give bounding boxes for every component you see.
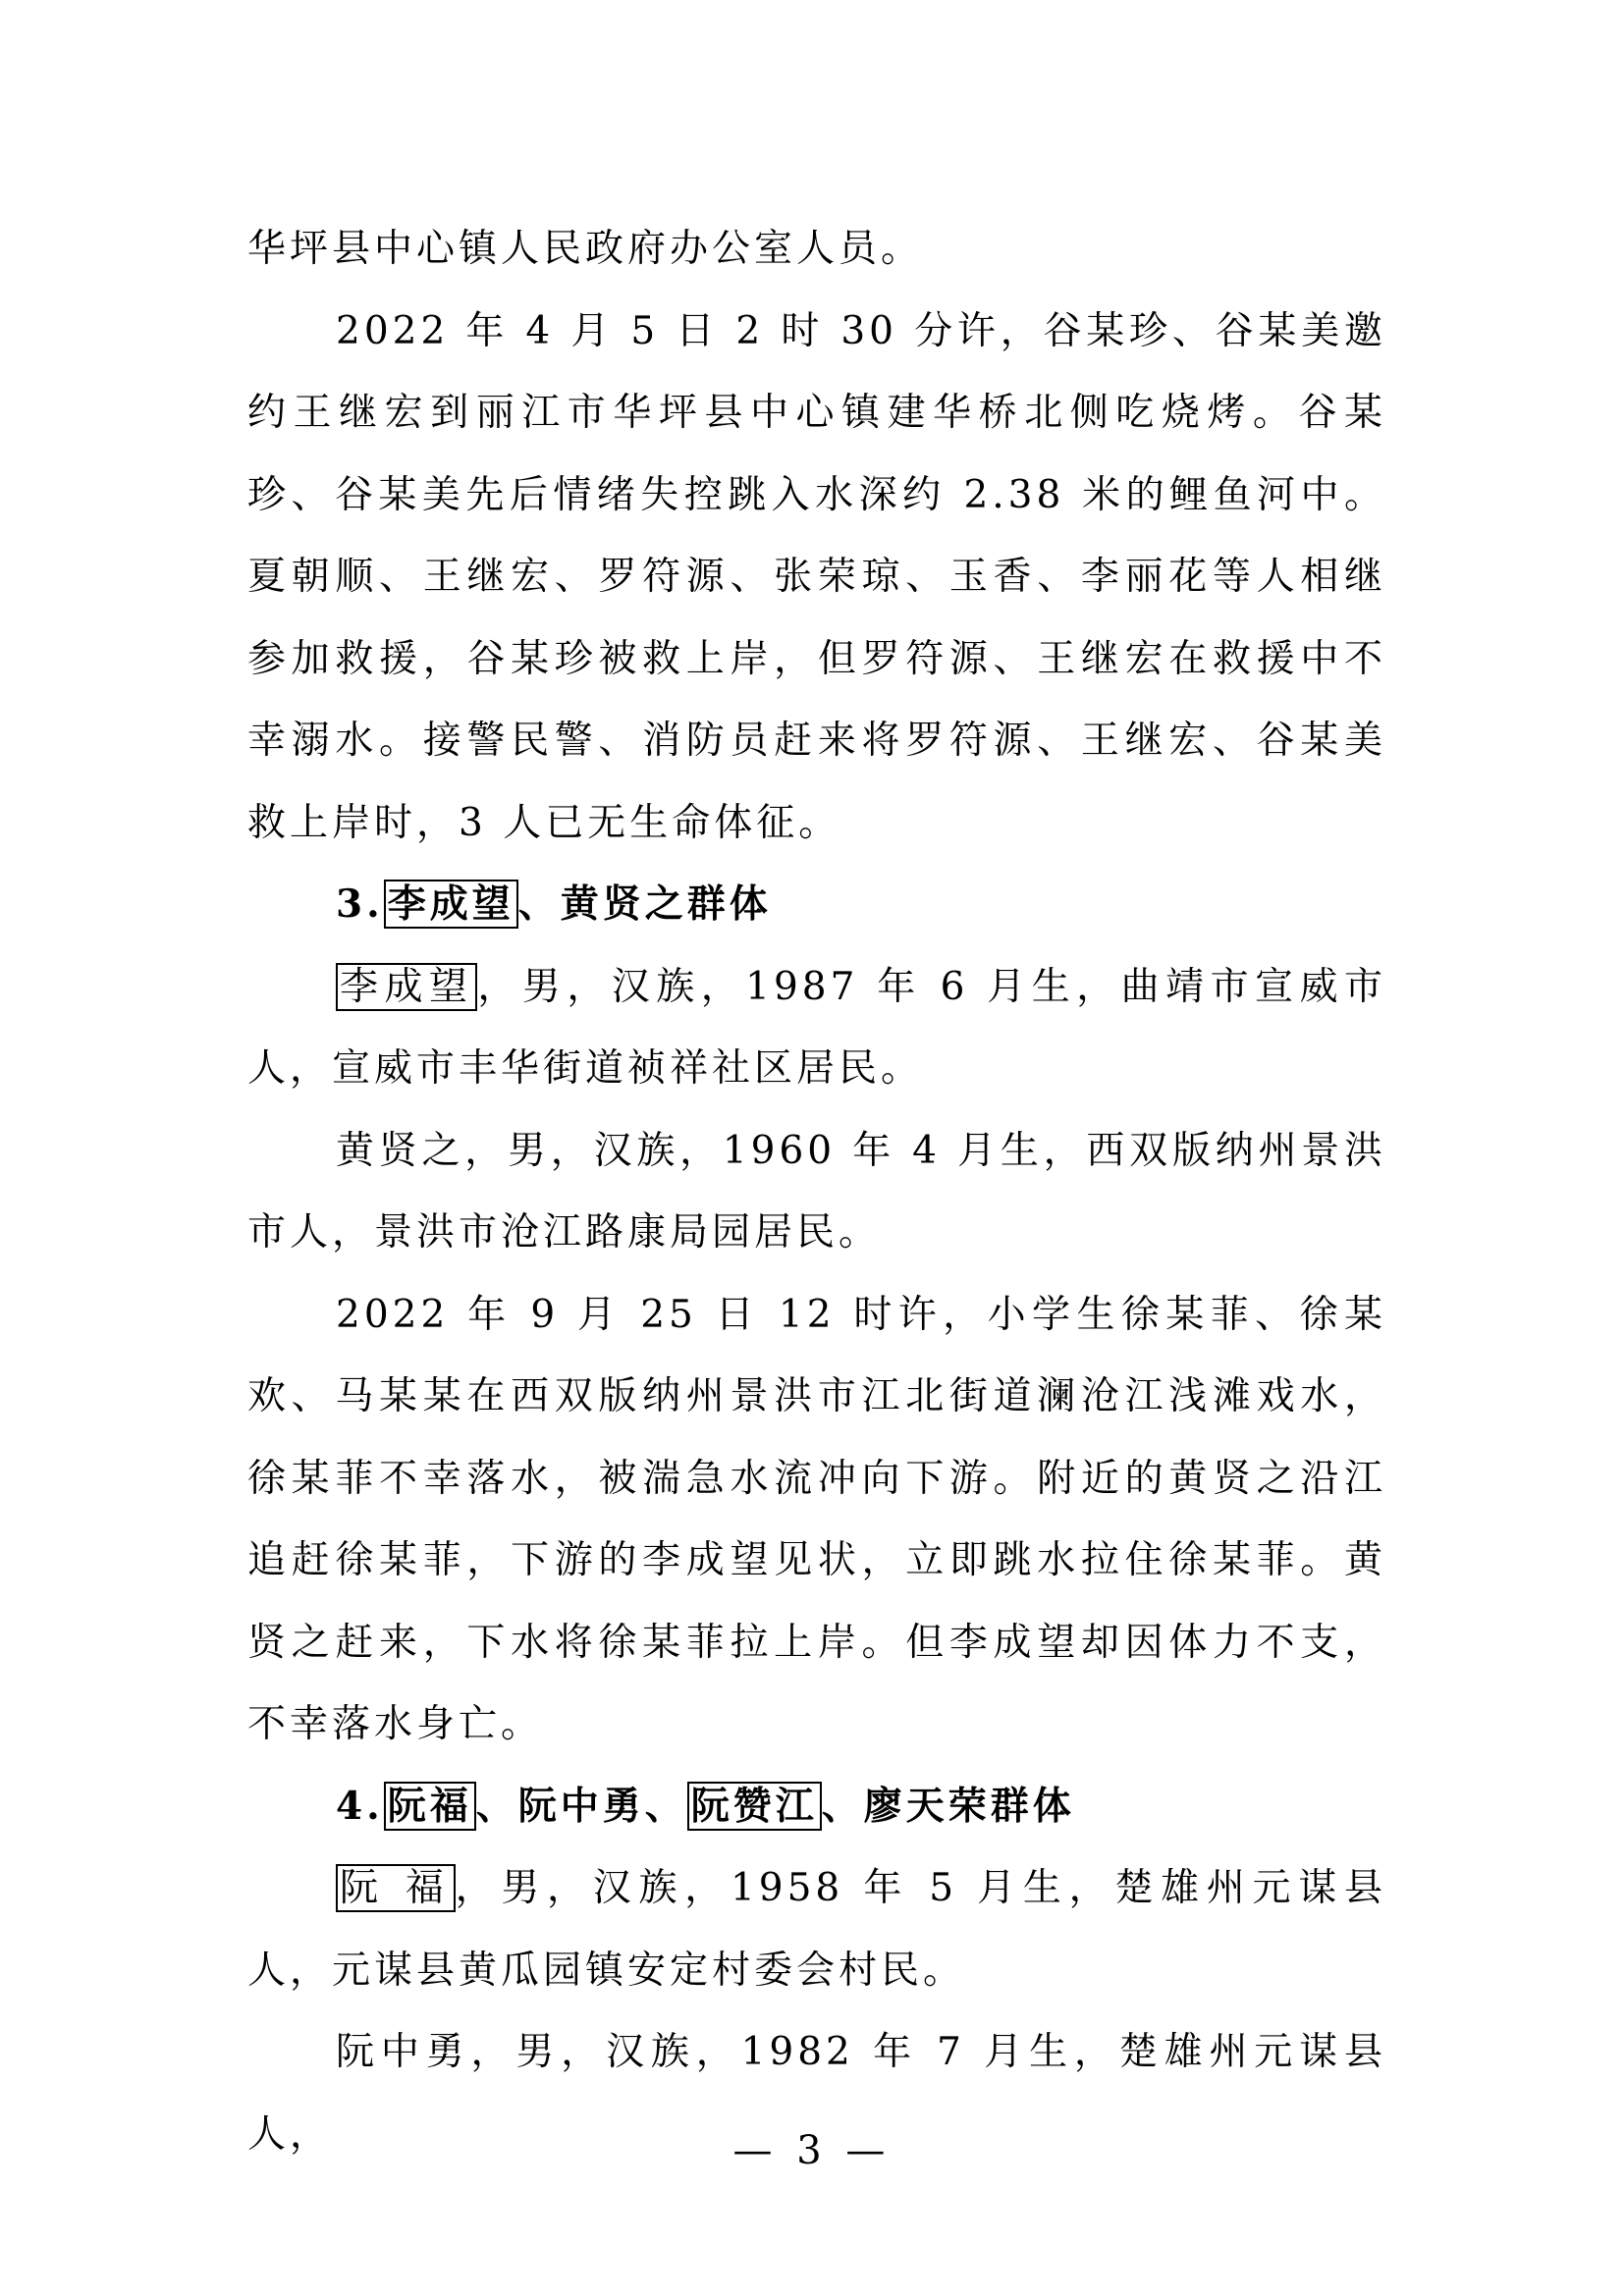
document-body	[247, 208, 1386, 2175]
boxed-name: 阮赞江	[687, 1782, 822, 1831]
section-heading	[247, 864, 1386, 946]
paragraph	[247, 208, 1386, 291]
boxed-name: 李成望	[384, 880, 518, 929]
text-run: 4.	[336, 1783, 384, 1829]
text-run: 、阮中勇、	[475, 1783, 687, 1829]
paragraph	[247, 946, 1386, 1110]
page-number: — 3 —	[732, 2128, 892, 2173]
text-run: 华坪县中心镇人民政府办公室人员。	[247, 227, 924, 271]
boxed-name: 阮 福	[336, 1864, 456, 1912]
paragraph	[247, 291, 1386, 865]
text-run: ，男，汉族，1987 年 6 月生，曲靖市宣威市人，宣威市丰华街道祯祥社区居民。	[247, 964, 1386, 1091]
section-heading	[247, 1766, 1386, 1848]
boxed-name: 李成望	[336, 963, 477, 1011]
text-run: 2022 年 4 月 5 日 2 时 30 分许，谷某珍、谷某美邀约王继宏到丽江市华坪县中心镇建华桥北侧吃烧烤。谷某珍、谷某美先后情绪失控跳入水深约 2.38 米的鲤鱼河中。夏朝顺、王继宏、罗符源、张荣琼、玉香、李丽花等人相继参加救援，谷某珍被救上岸，但罗符源、王继宏在救援中不幸溺水。接警民警、消防员赶来将罗符源、王继宏、谷某美救上岸时，3 人已无生命体征。	[247, 308, 1386, 845]
text-run: 2022 年 9 月 25 日 12 时许，小学生徐某菲、徐某欢、马某某在西双版纳州景洪市江北街道澜沧江浅滩戏水，徐某菲不幸落水，被湍急水流冲向下游。附近的黄贤之沿江追赶徐某菲，下游的李成望见状，立即跳水拉住徐某菲。黄贤之赶来，下水将徐某菲拉上岸。但李成望却因体力不支，不幸落水身亡。	[247, 1292, 1386, 1746]
text-run: ，男，汉族，1958 年 5 月生，楚雄州元谋县人，元谋县黄瓜园镇安定村委会村民。	[247, 1866, 1386, 1993]
text-run: 、廖天荣群体	[821, 1783, 1075, 1829]
paragraph	[247, 1274, 1386, 1766]
boxed-name: 阮福	[384, 1782, 476, 1831]
text-run: 阮中勇，男，汉族，1982 年 7 月生，楚雄州元谋县人，	[247, 2030, 1386, 2157]
paragraph	[247, 1110, 1386, 1274]
text-run: 、黄贤之群体	[517, 881, 772, 927]
text-run: 黄贤之，男，汉族，1960 年 4 月生，西双版纳州景洪市人，景洪市沧江路康局园居民。	[247, 1128, 1386, 1255]
text-run: 3.	[336, 881, 384, 927]
paragraph	[247, 1847, 1386, 2011]
